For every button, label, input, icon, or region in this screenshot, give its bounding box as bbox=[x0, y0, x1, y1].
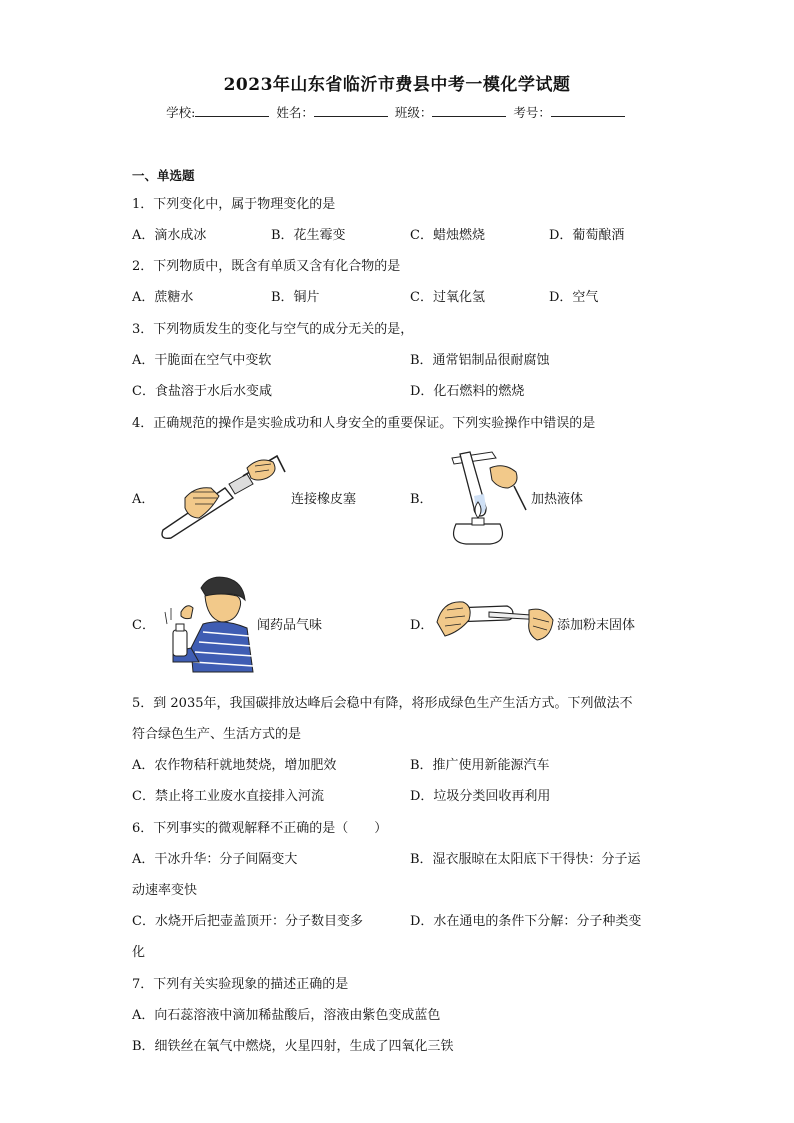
q1-option-b: B．花生霉变 bbox=[271, 228, 346, 243]
class-blank[interactable] bbox=[432, 104, 506, 117]
q6-option-d-line1: D．水在通电的条件下分解：分子种类变 bbox=[410, 914, 642, 929]
adding-powder-illustration bbox=[433, 592, 557, 650]
q5-stem-line1: 5．到 2035年，我国碳排放达峰后会稳中有降，将形成绿色生产生活方式。下列做法不 bbox=[132, 696, 633, 711]
q6-option-d-line2: 化 bbox=[132, 945, 146, 960]
q5-option-d: D．垃圾分类回收再利用 bbox=[410, 789, 551, 804]
school-blank[interactable] bbox=[195, 104, 269, 117]
q3-option-d: D．化石燃料的燃烧 bbox=[410, 384, 525, 399]
q6-stem: 6．下列事实的微观解释不正确的是（ ） bbox=[132, 821, 388, 836]
q6-option-b-line1: B．湿衣服晾在太阳底下干得快：分子运 bbox=[410, 852, 641, 867]
q4-option-b-caption: 加热液体 bbox=[531, 492, 584, 507]
q1-stem: 1．下列变化中，属于物理变化的是 bbox=[132, 197, 336, 212]
exam-number-blank[interactable] bbox=[551, 104, 625, 117]
q5-option-a: A．农作物秸秆就地焚烧，增加肥效 bbox=[132, 758, 337, 773]
rubber-stopper-illustration bbox=[155, 448, 290, 540]
q6-option-a: A．干冰升华：分子间隔变大 bbox=[132, 852, 298, 867]
q7-stem: 7．下列有关实验现象的描述正确的是 bbox=[132, 977, 349, 992]
q2-option-d: D．空气 bbox=[549, 290, 599, 305]
q3-stem: 3．下列物质发生的变化与空气的成分无关的是， bbox=[132, 322, 414, 337]
q2-option-c: C．过氧化氢 bbox=[410, 290, 485, 305]
q4-option-d-caption: 添加粉末固体 bbox=[557, 618, 636, 633]
q5-option-b: B．推广使用新能源汽车 bbox=[410, 758, 550, 773]
exam-title: 2023年山东省临沂市费县中考一模化学试题 bbox=[223, 75, 571, 95]
q7-option-b: B．细铁丝在氧气中燃烧，火星四射，生成了四氧化三铁 bbox=[132, 1039, 454, 1054]
q5-stem-line2: 符合绿色生产、生活方式的是 bbox=[132, 727, 302, 742]
q7-option-a: A．向石蕊溶液中滴加稀盐酸后，溶液由紫色变成蓝色 bbox=[132, 1008, 441, 1023]
q4-option-c-letter: C． bbox=[132, 618, 155, 633]
q1-option-a: A．滴水成冰 bbox=[132, 228, 207, 243]
q5-option-c: C．禁止将工业废水直接排入河流 bbox=[132, 789, 324, 804]
q2-option-b: B．铜片 bbox=[271, 290, 320, 305]
q4-option-c-caption: 闻药品气味 bbox=[257, 618, 323, 633]
smelling-chemicals-illustration bbox=[163, 572, 256, 674]
q2-option-a: A．蔗糖水 bbox=[132, 290, 194, 305]
q6-option-b-line2: 动速率变快 bbox=[132, 883, 198, 898]
q3-option-b: B．通常铝制品很耐腐蚀 bbox=[410, 353, 550, 368]
section-title: 一、单选题 bbox=[132, 168, 195, 183]
q1-option-c: C．蜡烛燃烧 bbox=[410, 228, 485, 243]
name-label: 姓名： bbox=[276, 105, 314, 120]
class-label: 班级： bbox=[394, 105, 433, 120]
student-info-line bbox=[0, 103, 794, 121]
school-label: 学校: bbox=[166, 105, 196, 120]
q4-option-a-letter: A． bbox=[132, 492, 155, 507]
q4-option-a-caption: 连接橡皮塞 bbox=[291, 492, 357, 507]
exam-number-label: 考号： bbox=[513, 105, 551, 120]
q4-option-b-letter: B． bbox=[410, 492, 433, 507]
name-blank[interactable] bbox=[314, 104, 388, 117]
q2-stem: 2．下列物质中，既含有单质又含有化合物的是 bbox=[132, 259, 401, 274]
q4-stem: 4．正确规范的操作是实验成功和人身安全的重要保证。下列实验操作中错误的是 bbox=[132, 416, 596, 431]
q6-option-c: C．水烧开后把壶盖顶开：分子数目变多 bbox=[132, 914, 363, 929]
q3-option-c: C．食盐溶于水后水变咸 bbox=[132, 384, 272, 399]
q3-option-a: A．干脆面在空气中变软 bbox=[132, 353, 272, 368]
q4-option-d-letter: D． bbox=[410, 618, 434, 633]
heating-liquid-illustration bbox=[430, 446, 530, 546]
q1-option-d: D．葡萄酿酒 bbox=[549, 228, 625, 243]
